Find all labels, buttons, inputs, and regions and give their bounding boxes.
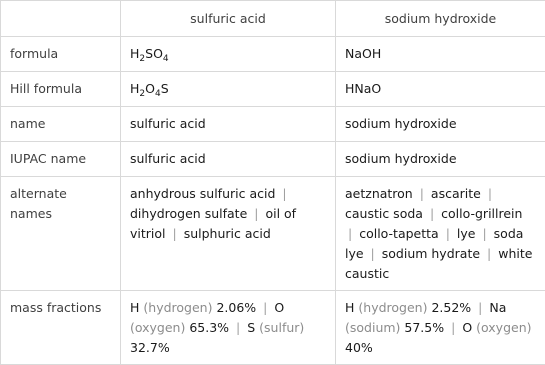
header-row <box>1 1 545 37</box>
separator: | <box>170 226 180 241</box>
element-name: (sulfur) <box>259 320 304 335</box>
row-hill-formula <box>1 72 545 107</box>
row-label-alternate-names: alternate names <box>1 177 121 291</box>
mass-fraction-value: 40% <box>345 340 373 355</box>
element-name: (hydrogen) <box>358 300 427 315</box>
row-mass-fractions <box>1 291 545 365</box>
mass-fraction-entry <box>345 300 471 315</box>
formula-part: SO <box>145 46 163 61</box>
hill-formula-sodium-hydroxide: HNaO <box>336 72 545 107</box>
name-sulfuric-acid: sulfuric acid <box>121 107 336 142</box>
separator: | <box>427 206 437 221</box>
header-empty-cell <box>1 1 121 37</box>
element-symbol: H <box>345 300 354 315</box>
iupac-sulfuric-acid: sulfuric acid <box>121 142 336 177</box>
alternate-names-sulfuric-acid <box>121 177 336 291</box>
element-name: (oxygen) <box>130 320 185 335</box>
separator: | <box>345 226 355 241</box>
alternate-name: aetznatron <box>345 186 413 201</box>
alternate-name: white caustic <box>345 246 532 281</box>
separator: | <box>417 186 427 201</box>
separator: | <box>475 300 485 315</box>
row-name <box>1 107 545 142</box>
element-name: (hydrogen) <box>143 300 212 315</box>
alternate-name: ascarite <box>431 186 481 201</box>
separator: | <box>479 226 489 241</box>
separator: | <box>233 320 243 335</box>
formula-part: H <box>130 81 139 96</box>
element-symbol: O <box>462 320 472 335</box>
formula-part: S <box>161 81 169 96</box>
alternate-name: dihydrogen sulfate <box>130 206 247 221</box>
element-symbol: Na <box>489 300 506 315</box>
alternate-name: collo-tapetta <box>359 226 439 241</box>
formula-sodium-hydroxide: NaOH <box>336 37 545 72</box>
separator: | <box>484 246 494 261</box>
alternate-name: oil of vitriol <box>130 206 296 241</box>
alternate-name: soda lye <box>345 226 523 261</box>
formula-subscript: 4 <box>155 89 161 99</box>
name-sodium-hydroxide: sodium hydroxide <box>336 107 545 142</box>
element-symbol: S <box>247 320 255 335</box>
row-label-formula: formula <box>1 37 121 72</box>
hill-formula-sulfuric-acid <box>121 72 336 107</box>
mass-fraction-value: 2.06% <box>216 300 256 315</box>
separator: | <box>448 320 458 335</box>
separator: | <box>485 186 495 201</box>
mass-fraction-value: 57.5% <box>404 320 444 335</box>
separator: | <box>251 206 261 221</box>
mass-fraction-value: 2.52% <box>431 300 471 315</box>
alternate-name: anhydrous sulfuric acid <box>130 186 275 201</box>
alternate-name: sodium hydrate <box>382 246 480 261</box>
mass-fractions-sodium-hydroxide <box>336 291 545 365</box>
row-label-hill-formula: Hill formula <box>1 72 121 107</box>
alternate-name: collo-grillrein <box>441 206 522 221</box>
element-symbol: O <box>274 300 284 315</box>
alternate-name: lye <box>457 226 476 241</box>
separator: | <box>279 186 289 201</box>
alternate-name: sulphuric acid <box>184 226 271 241</box>
formula-subscript: 4 <box>163 54 169 64</box>
row-label-iupac-name: IUPAC name <box>1 142 121 177</box>
header-sulfuric-acid: sulfuric acid <box>121 1 336 37</box>
mass-fraction-value: 32.7% <box>130 340 170 355</box>
row-formula <box>1 37 545 72</box>
formula-subscript: 2 <box>139 54 145 64</box>
row-label-name: name <box>1 107 121 142</box>
iupac-sodium-hydroxide: sodium hydroxide <box>336 142 545 177</box>
formula-part: H <box>130 46 139 61</box>
row-alternate-names <box>1 177 545 291</box>
separator: | <box>443 226 453 241</box>
element-name: (sodium) <box>345 320 400 335</box>
separator: | <box>368 246 378 261</box>
element-name: (oxygen) <box>476 320 531 335</box>
formula-part: O <box>145 81 155 96</box>
separator: | <box>260 300 270 315</box>
formula-subscript: 2 <box>139 89 145 99</box>
mass-fractions-sulfuric-acid <box>121 291 336 365</box>
formula-sulfuric-acid <box>121 37 336 72</box>
row-label-mass-fractions: mass fractions <box>1 291 121 365</box>
row-iupac-name <box>1 142 545 177</box>
mass-fraction-value: 65.3% <box>189 320 229 335</box>
alternate-name: caustic soda <box>345 206 423 221</box>
header-sodium-hydroxide: sodium hydroxide <box>336 1 545 37</box>
alternate-names-sodium-hydroxide <box>336 177 545 291</box>
element-symbol: H <box>130 300 139 315</box>
mass-fraction-entry <box>130 300 256 315</box>
